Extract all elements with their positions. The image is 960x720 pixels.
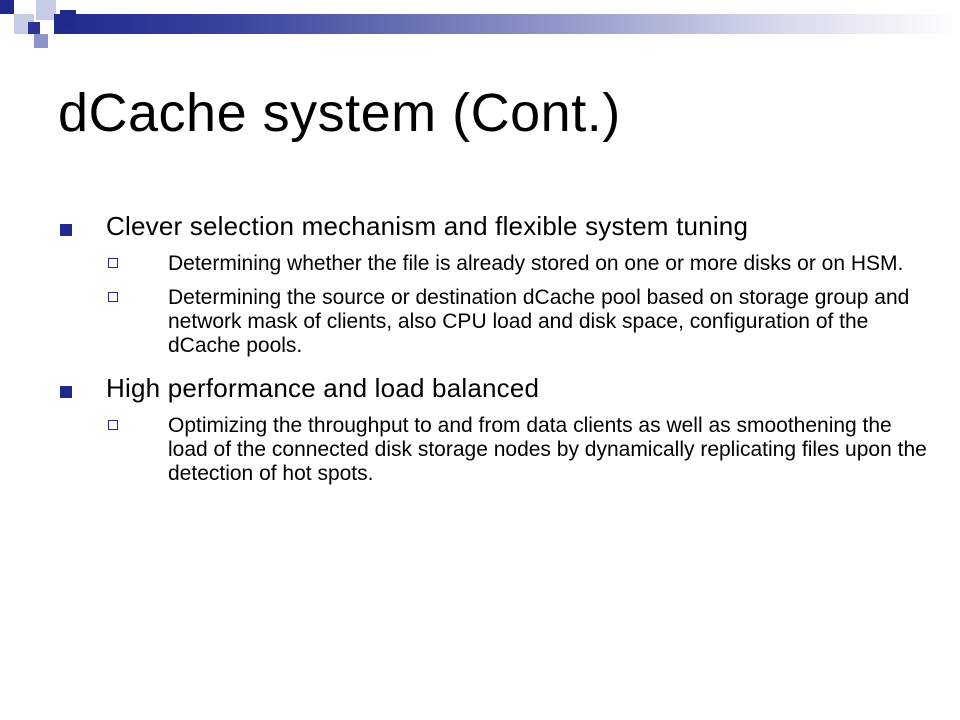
sub-bullet-text: Determining the source or destination dCache pool based on storage group and network mask of clients, also CPU load and disk space, configuration of the dCache pools.	[168, 286, 910, 357]
header-decoration-square	[0, 0, 14, 14]
sub-bullet-list	[60, 252, 920, 358]
bullet-item	[60, 372, 920, 404]
square-bullet-icon	[60, 386, 72, 398]
hollow-square-bullet-icon	[108, 292, 118, 302]
bullet-item	[60, 210, 920, 242]
header-gradient-bar	[54, 14, 960, 34]
slide-content	[60, 210, 927, 500]
sub-bullet-item	[60, 252, 920, 276]
header-decoration-square	[28, 22, 40, 34]
sub-bullet-item	[60, 414, 927, 486]
sub-bullet-list	[60, 414, 927, 486]
bullet-text: Clever selection mechanism and flexible system tuning	[106, 211, 749, 241]
header-decoration-square	[60, 10, 76, 26]
sub-bullet-text: Determining whether the file is already stored on one or more disks or on HSM.	[168, 252, 904, 275]
bullet-text: High performance and load balanced	[106, 373, 540, 403]
hollow-square-bullet-icon	[108, 420, 118, 430]
sub-bullet-item	[60, 286, 920, 358]
header-decoration-square	[34, 34, 48, 48]
square-bullet-icon	[60, 224, 72, 236]
header-decoration-square	[36, 0, 56, 20]
slide-title: dCache system (Cont.)	[58, 83, 621, 143]
hollow-square-bullet-icon	[108, 258, 118, 268]
sub-bullet-text: Optimizing the throughput to and from data clients as well as smoothening the load of the connected disk storage nodes by dynamically replicating files upon the detection of hot spots.	[168, 414, 927, 485]
